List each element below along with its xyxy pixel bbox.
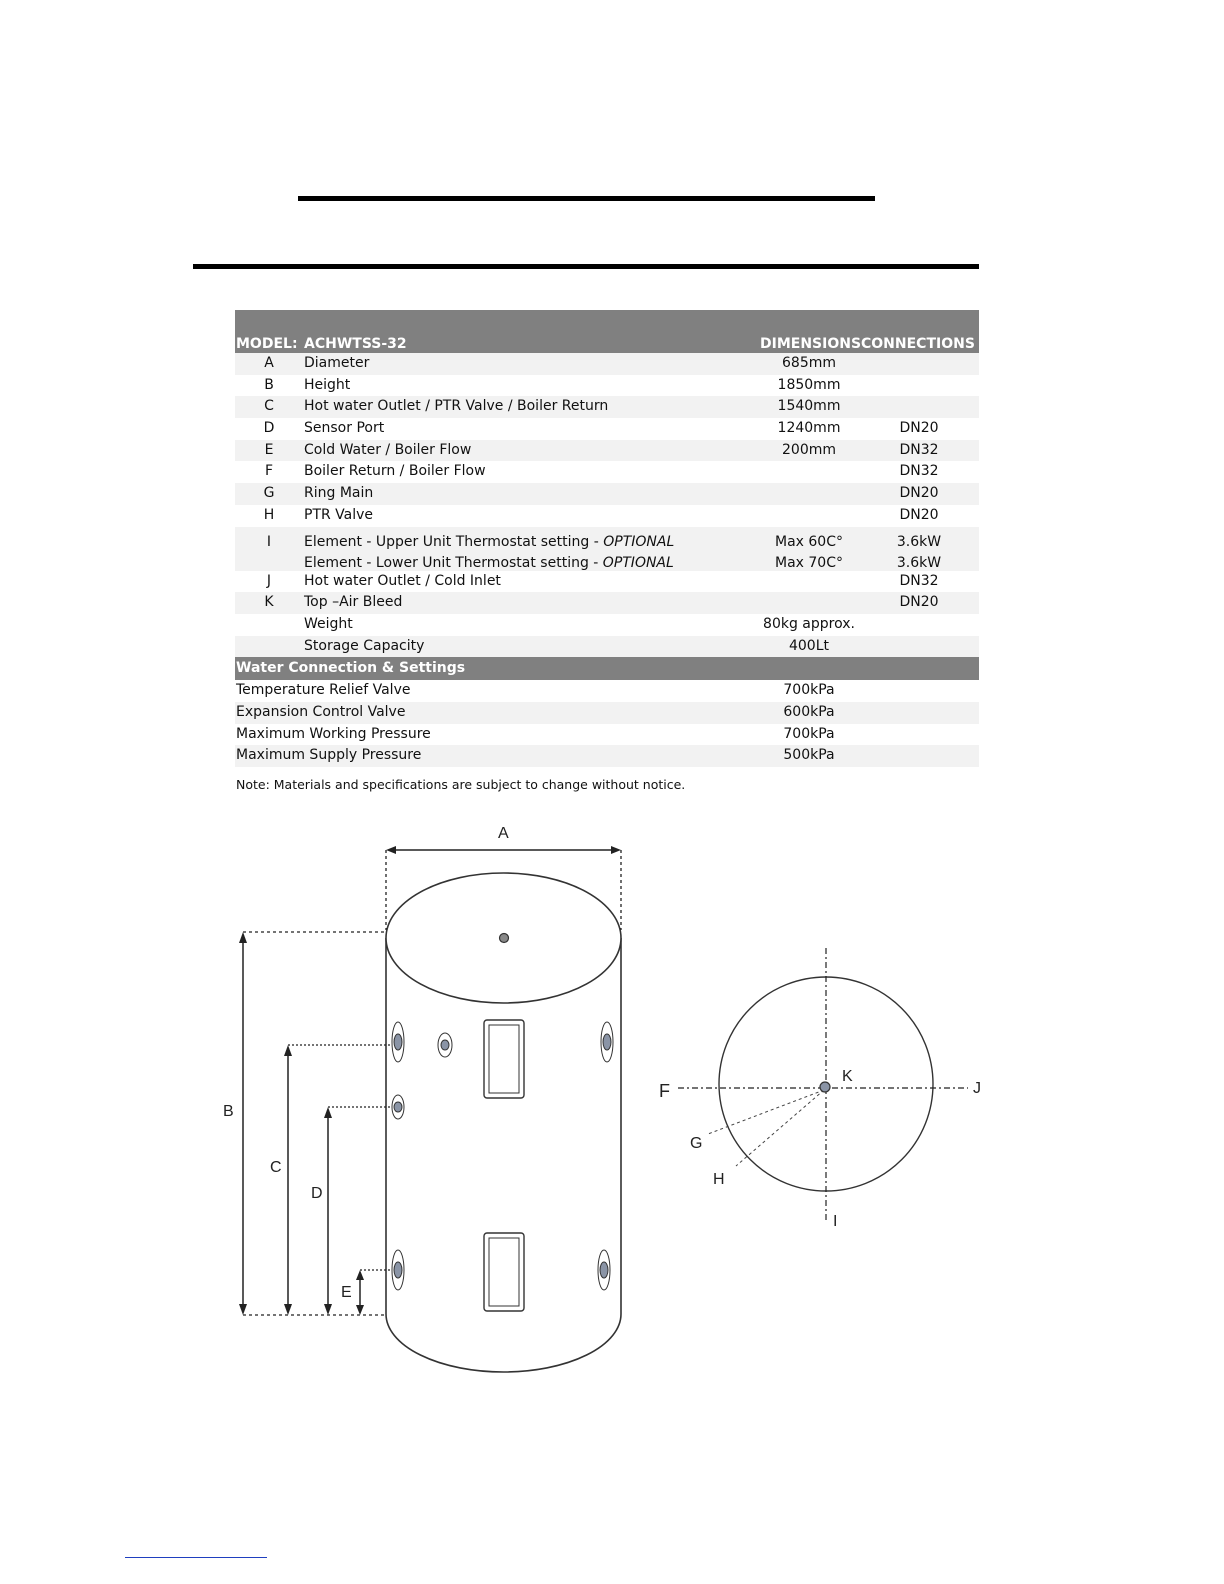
label-f: F [659,1081,670,1101]
port-e-right [598,1250,610,1290]
dim-c-arrow-top [284,1045,292,1056]
water-row-value: 700kPa [783,725,835,742]
water-row [235,680,979,702]
title-rule [298,196,875,201]
row-conn: DN20 [899,420,939,437]
element-upper-dim: Max 60C° [775,533,843,550]
air-bleed-port [500,934,509,943]
port-c-right [601,1022,613,1062]
footer-link-rule [125,1557,267,1558]
spec-row-h [235,505,979,527]
row-key: A [264,355,274,371]
row-desc: Hot water Outlet / PTR Valve / Boiler Return [304,398,609,415]
spec-row-e [235,440,979,462]
row-desc: Sensor Port [304,420,385,437]
label-j: J [973,1080,981,1097]
lower-element-panel [484,1233,524,1311]
water-row-label: Maximum Supply Pressure [236,747,422,764]
row-key: C [264,398,274,415]
water-row-value: 500kPa [783,747,835,764]
row-desc: Hot water Outlet / Cold Inlet [304,572,501,589]
row-key: G [263,485,275,502]
label-d: D [311,1185,323,1202]
lower-desc-text: Element - Lower Unit Thermostat setting - [304,554,603,571]
label-b: B [223,1103,234,1120]
dimensions-header: DIMENSIONS [760,336,862,352]
row-desc: Boiler Return / Boiler Flow [304,463,486,480]
water-row [235,745,979,767]
water-row-label: Temperature Relief Valve [236,682,411,699]
row-dim: 1850mm [777,376,841,393]
spec-table [235,310,979,767]
row-conn: DN20 [899,506,939,523]
label-a: A [498,825,509,842]
upper-optional: OPTIONAL [603,533,675,550]
row-dim: 400Lt [788,637,829,654]
water-row [235,724,979,746]
dim-b-arrow-top [239,932,247,943]
water-row-value: 700kPa [783,682,835,699]
row-conn: DN32 [899,441,939,458]
element-upper-conn: 3.6kW [896,533,942,550]
port-e-left [392,1250,404,1290]
connections-header: CONNECTIONS [861,336,975,352]
row-desc: Ring Main [304,485,374,502]
spec-row-k [235,592,979,614]
sensor-port-d [392,1095,404,1119]
row-dim: 1240mm [777,420,841,437]
element-upper-desc [304,532,674,554]
row-key: K [264,594,274,611]
row-key: I [266,533,272,550]
water-section-title: Water Connection & Settings [236,660,466,677]
spec-row-j [235,571,979,593]
plan-k-port [820,1082,830,1092]
label-k: K [842,1068,853,1085]
row-desc: PTR Valve [304,506,374,523]
row-key: F [264,463,274,480]
spec-row-weight [235,614,979,636]
row-desc: Diameter [304,355,370,371]
spec-row-b [235,375,979,397]
dim-e-arrow-top [356,1270,364,1280]
label-e: E [341,1284,352,1301]
dim-c-arrow-bottom [284,1304,292,1315]
label-i: I [833,1213,838,1230]
section-rule [193,264,979,269]
port-front-upper [438,1033,452,1057]
spec-row-capacity [235,636,979,658]
spec-row-g [235,483,979,505]
row-key: B [264,376,274,393]
row-key: E [264,441,274,458]
row-dim: 685mm [782,355,836,371]
water-row-value: 600kPa [783,703,835,720]
row-desc: Cold Water / Boiler Flow [304,441,472,458]
water-row-label: Expansion Control Valve [236,703,406,720]
dim-a-arrow-left [386,846,396,854]
element-lower-dim: Max 70C° [775,554,843,571]
water-row-label: Maximum Working Pressure [236,725,431,742]
row-desc: Top –Air Bleed [304,594,403,611]
row-key: D [263,420,275,437]
row-conn: DN20 [899,485,939,502]
row-desc: Weight [304,615,353,632]
upper-element-panel [484,1020,524,1098]
water-row [235,702,979,724]
row-conn: DN20 [899,594,939,611]
row-dim: 80kg approx. [763,615,855,632]
dim-a-arrow-right [611,846,621,854]
model-name: ACHWTSS-32 [304,336,407,352]
port-c-left [392,1022,404,1062]
spec-row-f [235,461,979,483]
row-dim: 200mm [782,441,836,458]
dim-d-arrow-bottom [324,1304,332,1315]
model-label: MODEL: [236,336,298,352]
spec-row-i [235,527,979,571]
dim-e-arrow-bottom [356,1305,364,1315]
water-section-header [235,657,979,680]
label-c: C [270,1159,282,1176]
row-key: H [263,506,275,523]
lower-optional: OPTIONAL [602,554,674,571]
row-key: J [266,572,272,589]
dim-b-arrow-bottom [239,1304,247,1315]
row-desc: Height [304,376,351,393]
tank-diagram [0,800,1224,1420]
row-conn: DN32 [899,572,939,589]
row-dim: 1540mm [777,398,841,415]
upper-desc-text: Element - Upper Unit Thermostat setting - [304,533,604,550]
spec-row-d [235,418,979,440]
spec-row-a [235,353,979,375]
element-lower-conn: 3.6kW [896,554,942,571]
row-desc: Storage Capacity [304,637,425,654]
spec-header [235,310,979,353]
disclaimer-note: Note: Materials and specifications are subject to change without notice. [236,777,686,792]
spec-row-c [235,396,979,418]
label-h: H [713,1171,725,1188]
row-conn: DN32 [899,463,939,480]
dim-d-arrow-top [324,1107,332,1118]
label-g: G [690,1135,703,1152]
